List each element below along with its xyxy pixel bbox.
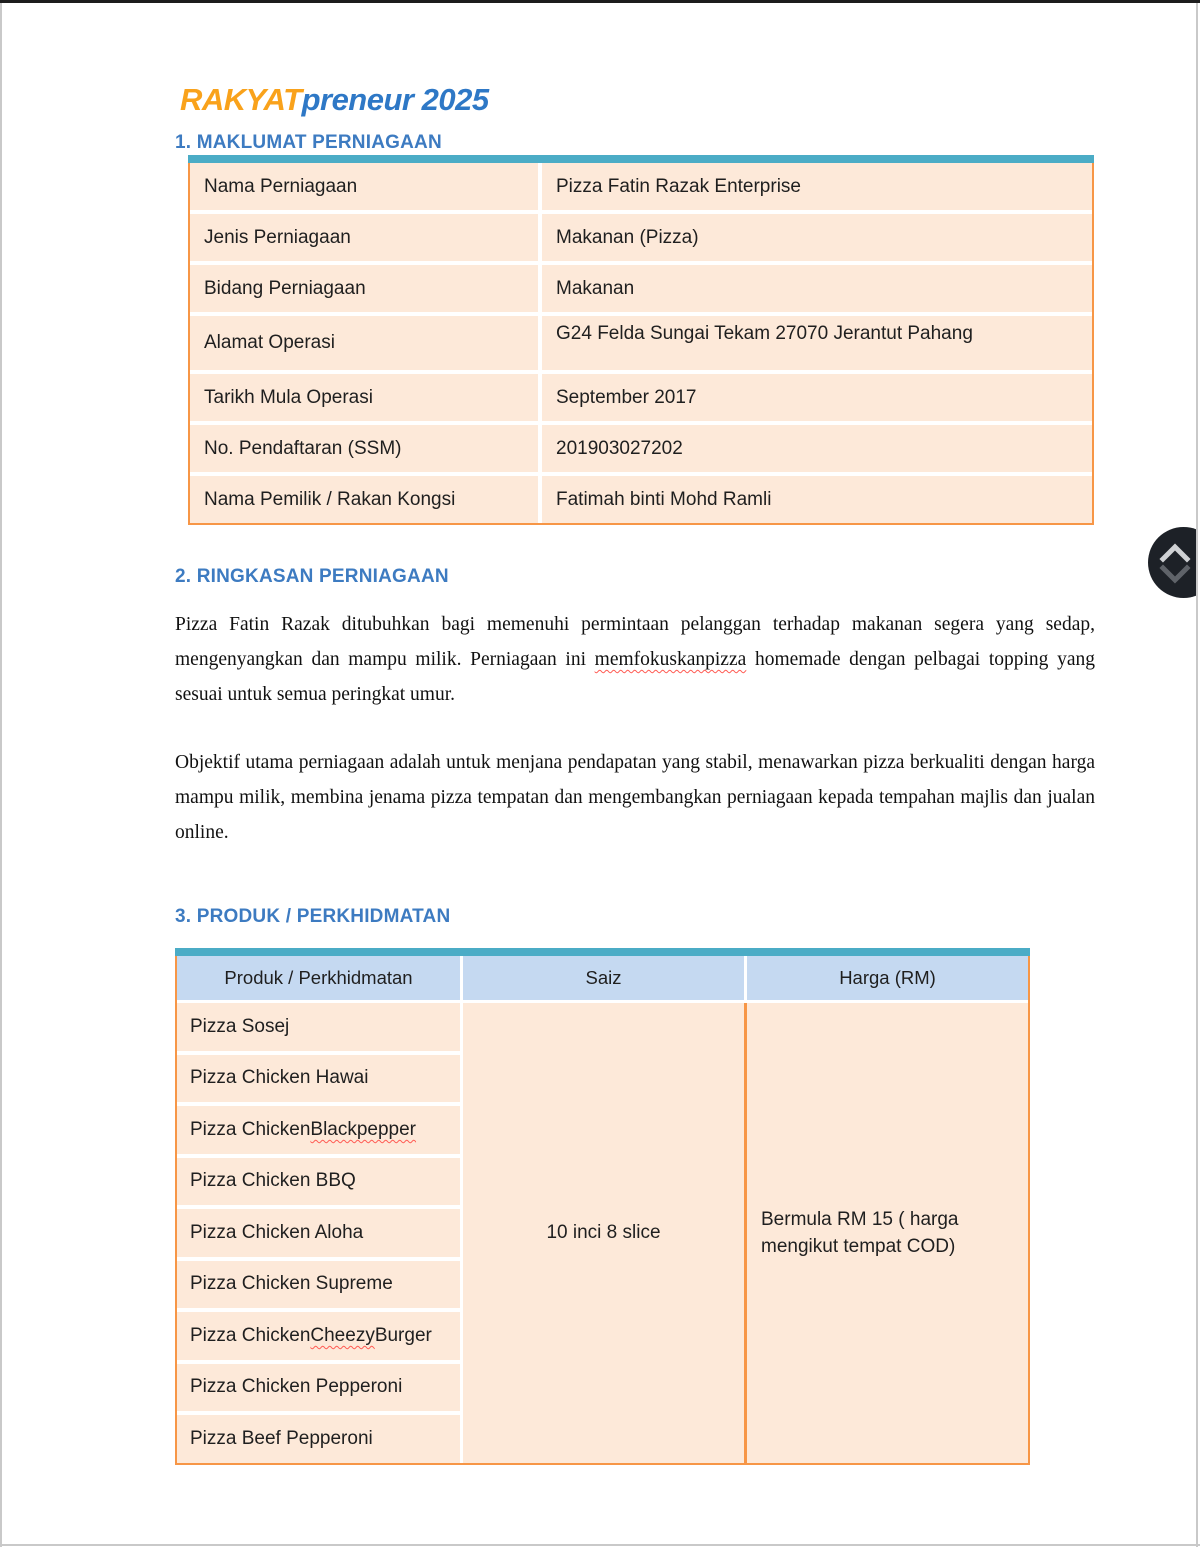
row-label: Jenis Perniagaan [204, 226, 351, 248]
products-table [175, 948, 1030, 1465]
product-row [177, 1261, 460, 1309]
table-row [190, 425, 1092, 472]
table-row [190, 163, 1092, 210]
column-header-produk: Produk / Perkhidmatan [177, 956, 460, 1000]
row-value: 201903027202 [556, 437, 683, 459]
row-label: No. Pendaftaran (SSM) [204, 437, 402, 459]
table-top-accent-bar [175, 948, 1030, 956]
product-row [177, 1158, 460, 1206]
row-value-cell [542, 425, 1092, 472]
product-row [177, 1312, 460, 1360]
logo-text-orange: RAKYAT [180, 82, 302, 117]
scroll-widget-circle[interactable] [1148, 527, 1196, 598]
row-label-cell [190, 214, 538, 261]
product-name: Pizza Sosej [190, 1015, 290, 1037]
product-row [177, 1415, 460, 1463]
summary-paragraph-1 [175, 607, 1095, 712]
table-row [190, 214, 1092, 261]
row-label: Nama Perniagaan [204, 175, 358, 197]
chevron-up-icon [1163, 547, 1187, 559]
product-name: Burger [374, 1324, 432, 1346]
table-row [190, 265, 1092, 312]
product-name-column [177, 1003, 460, 1463]
table-top-accent-bar [188, 155, 1094, 163]
row-label: Bidang Perniagaan [204, 277, 366, 299]
column-header-harga: Harga (RM) [747, 956, 1028, 1000]
table-row [190, 476, 1092, 523]
row-value-cell [542, 374, 1092, 421]
product-row [177, 1003, 460, 1051]
viewport-bottom-border [0, 1544, 1200, 1546]
price-value: Bermula RM 15 ( harga mengikut tempat COD) [761, 1208, 959, 1257]
row-label-cell [190, 265, 538, 312]
product-name: Pizza Chicken [190, 1324, 311, 1346]
row-value: G24 Felda Sungai Tekam 27070 Jerantut Pahang [556, 323, 973, 344]
scroll-widget[interactable] [1148, 527, 1196, 599]
product-name: Pizza Chicken Hawai [190, 1067, 369, 1089]
row-value: Fatimah binti Mohd Ramli [556, 488, 772, 510]
row-value: Pizza Fatin Razak Enterprise [556, 175, 801, 197]
product-name: Pizza Chicken Supreme [190, 1273, 393, 1295]
section1-heading: 1. MAKLUMAT PERNIAGAAN [175, 132, 442, 153]
product-name: Pizza Chicken BBQ [190, 1170, 356, 1192]
column-header-saiz: Saiz [463, 956, 744, 1000]
chevron-down-icon [1163, 568, 1187, 580]
paragraph-text: homemade dengan pelbagai topping yang sesuai untuk semua peringkat umur. [175, 649, 1095, 705]
products-table-header [177, 956, 1028, 1000]
section2-heading: 2. RINGKASAN PERNIAGAAN [175, 566, 449, 587]
size-merged-cell [463, 1003, 744, 1463]
viewport-left-border [0, 0, 2, 1547]
row-value-cell [542, 476, 1092, 523]
viewport-right-border [1196, 0, 1198, 1547]
size-value: 10 inci 8 slice [546, 1221, 661, 1243]
table-row [190, 316, 1092, 370]
row-value-cell [542, 316, 1092, 370]
row-label: Alamat Operasi [204, 332, 335, 353]
scroll-chevrons [1156, 539, 1194, 587]
product-row [177, 1209, 460, 1257]
product-row [177, 1055, 460, 1103]
logo-text-blue: preneur 2025 [301, 82, 489, 117]
rakyatpreneur-logo [180, 82, 489, 118]
misspelled-word: Blackpepper [310, 1118, 417, 1140]
product-name: Pizza Chicken [190, 1118, 311, 1140]
row-label-cell [190, 476, 538, 523]
product-name: Pizza Chicken Pepperoni [190, 1376, 403, 1398]
paragraph-text: Pizza Fatin Razak ditubuhkan bagi memenuhi permintaan pelanggan terhadap makanan segera yang sedap, mengenyangkan dan mampu milik. Perniagaan ini [175, 614, 1095, 670]
row-value: September 2017 [556, 386, 697, 408]
business-info-table [188, 155, 1094, 525]
row-label-cell [190, 163, 538, 210]
row-label-cell [190, 374, 538, 421]
section3-heading: 3. PRODUK / PERKHIDMATAN [175, 906, 451, 927]
product-row [177, 1364, 460, 1412]
row-label-cell [190, 425, 538, 472]
row-value: Makanan [556, 277, 635, 299]
summary-paragraph-2: Objektif utama perniagaan adalah untuk menjana pendapatan yang stabil, menawarkan pizza berkualiti dengan harga mampu milik, membina jenama pizza tempatan dan mengembangkan perniagaan kepada tempahan majlis dan jualan online. [175, 752, 1095, 843]
product-name: Pizza Beef Pepperoni [190, 1427, 373, 1449]
price-merged-cell [747, 1003, 1028, 1463]
row-value-cell [542, 265, 1092, 312]
row-label-cell [190, 316, 538, 370]
row-value-cell [542, 214, 1092, 261]
row-value: Makanan (Pizza) [556, 226, 699, 248]
row-label: Nama Pemilik / Rakan Kongsi [204, 488, 456, 510]
table-row [190, 374, 1092, 421]
misspelled-word: memfokuskanpizza [594, 649, 747, 670]
misspelled-word: Cheezy [310, 1324, 375, 1346]
product-name: Pizza Chicken Aloha [190, 1221, 364, 1243]
row-label: Tarikh Mula Operasi [204, 386, 373, 408]
product-row [177, 1106, 460, 1154]
row-value-cell [542, 163, 1092, 210]
viewport-top-border [0, 0, 1200, 3]
